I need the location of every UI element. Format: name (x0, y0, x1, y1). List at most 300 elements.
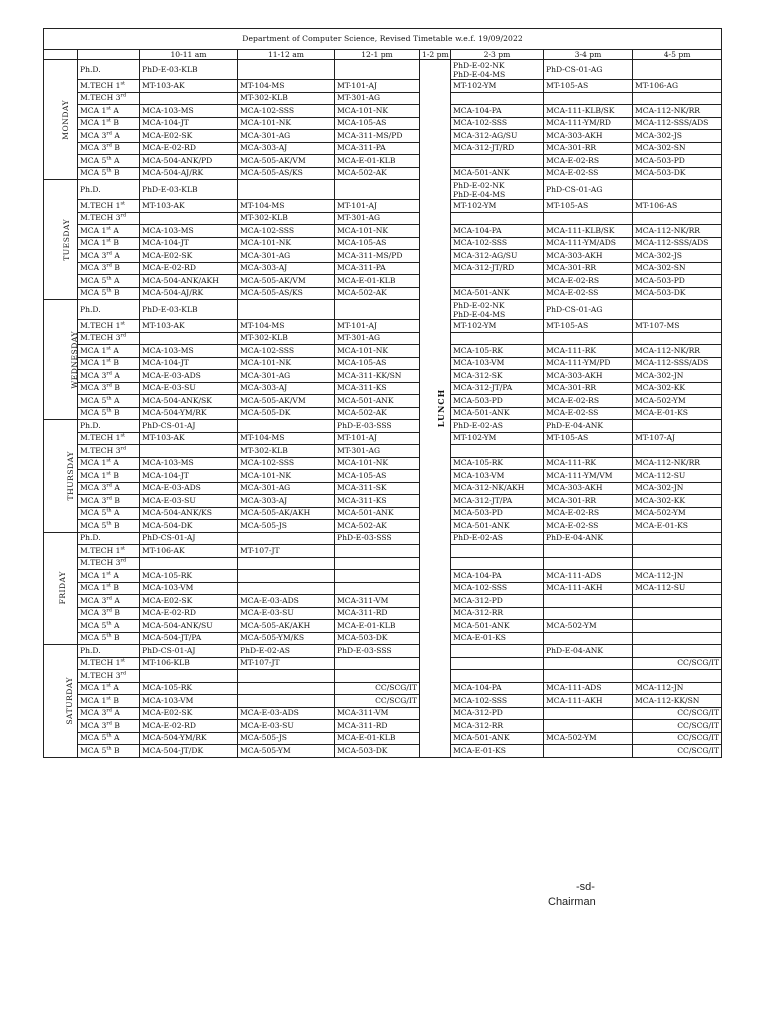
day-label: FRIDAY (57, 571, 67, 605)
program-ordinal: rd (106, 142, 112, 149)
slot-cell: MCA-505-AS/KS (238, 287, 335, 300)
program-ordinal: st (106, 225, 111, 232)
slot-cell: MCA-311-MS/PD (335, 130, 420, 143)
slot-cell (451, 445, 544, 458)
slot-cell: MCA-101-NK (335, 105, 420, 118)
slot-cell: MT-101-AJ (335, 200, 420, 213)
program-label (78, 470, 140, 483)
slot-cell: MCA-504-ANK/PD (140, 155, 238, 168)
program-label (78, 557, 140, 570)
program-ordinal: st (106, 470, 111, 477)
slot-cell: PhD-E-02-AS (451, 420, 544, 433)
slot-cell: MCA-311-MS/PD (335, 250, 420, 263)
header-slot: 11-12 am (238, 50, 335, 60)
program-name: M.TECH 1 (80, 545, 121, 555)
program-label (78, 745, 140, 758)
slot-cell: MCA-505-AK/AKH (238, 507, 335, 520)
slot-cell: PhD-CS-01-AJ (140, 532, 238, 545)
slot-cell: MCA-302-JS (633, 250, 722, 263)
slot-cell: MCA-302-SN (633, 142, 722, 155)
slot-cell: MCA-E02-SK (140, 707, 238, 720)
slot-cell: MCA-111-ADS (544, 682, 633, 695)
slot-cell: MCA-501-ANK (451, 167, 544, 180)
day-label-cell (44, 60, 78, 180)
slot-cell: MT-301-AG (335, 332, 420, 345)
slot-cell (544, 745, 633, 758)
lunch-column (420, 60, 451, 758)
table-row (44, 745, 722, 758)
slot-cell: MCA-104-PA (451, 570, 544, 583)
slot-cell (140, 670, 238, 683)
slot-cell: MT-103-AK (140, 432, 238, 445)
program-name: Ph.D. (80, 304, 101, 314)
slot-cell: MCA-312-AG/SU (451, 130, 544, 143)
slot-cell: MCA-503-PD (633, 155, 722, 168)
program-name: MCA 3 (80, 250, 107, 260)
slot-cell: MCA-505-YM (238, 745, 335, 758)
program-name: MCA 3 (80, 143, 107, 153)
program-section: B (111, 633, 120, 643)
slot-cell: PhD-CS-01-AG (544, 300, 633, 320)
program-label (78, 720, 140, 733)
slot-cell: MCA-505-JS (238, 520, 335, 533)
program-ordinal: rd (120, 557, 127, 564)
slot-cell: MCA-E-03-SU (238, 607, 335, 620)
program-name: M.TECH 3 (80, 93, 121, 103)
slot-cell: MCA-105-AS (335, 237, 420, 250)
program-ordinal: st (106, 682, 111, 689)
slot-cell: MCA-502-YM (544, 732, 633, 745)
slot-cell: MCA-501-ANK (335, 507, 420, 520)
program-ordinal: rd (106, 250, 112, 257)
program-ordinal: th (106, 155, 112, 162)
program-label (78, 180, 140, 200)
program-name: MCA 3 (80, 708, 107, 718)
program-name: MCA 1 (80, 118, 107, 128)
slot-cell: MCA-312-JT/PA (451, 382, 544, 395)
slot-cell: CC/SCG/IT (633, 745, 722, 758)
table-row (44, 320, 722, 333)
timetable (43, 28, 722, 758)
program-label (78, 357, 140, 370)
table-row (44, 370, 722, 383)
program-section: B (111, 143, 120, 153)
program-name: MCA 5 (80, 408, 107, 418)
slot-cell: MCA-111-YM/PD (544, 357, 633, 370)
program-ordinal: rd (120, 670, 127, 677)
table-row (44, 645, 722, 658)
slot-cell: MCA-501-ANK (451, 287, 544, 300)
table-row (44, 582, 722, 595)
program-ordinal: rd (106, 707, 112, 714)
program-name: MCA 1 (80, 458, 107, 468)
slot-cell: MT-302-KLB (238, 332, 335, 345)
slot-cell: MCA-E-01-KLB (335, 155, 420, 168)
slot-cell: MCA-112-NK/RR (633, 457, 722, 470)
table-row (44, 130, 722, 143)
slot-cell (335, 300, 420, 320)
slot-cell: MCA-E-03-SU (140, 382, 238, 395)
table-row (44, 92, 722, 105)
program-name: MCA 1 (80, 683, 107, 693)
table-row (44, 60, 722, 80)
slot-cell (544, 545, 633, 558)
slot-cell: MT-105-AS (544, 80, 633, 93)
slot-cell: MCA-505-AK/VM (238, 155, 335, 168)
slot-cell (451, 155, 544, 168)
table-row (44, 732, 722, 745)
program-label (78, 382, 140, 395)
program-section: A (110, 458, 119, 468)
slot-cell: MCA-504-ANK/AKH (140, 275, 238, 288)
slot-cell: MCA-103-MS (140, 457, 238, 470)
program-name: MCA 1 (80, 583, 107, 593)
program-ordinal: st (120, 320, 126, 327)
slot-cell: MCA-311-KK/SN (335, 370, 420, 383)
slot-cell: MCA-103-VM (140, 582, 238, 595)
program-section: B (111, 720, 120, 730)
slot-cell (633, 645, 722, 658)
program-section: A (111, 595, 120, 605)
signature-role: Chairman (548, 896, 596, 908)
program-ordinal: rd (106, 262, 112, 269)
slot-cell: MCA-112-NK/RR (633, 345, 722, 358)
slot-cell (140, 445, 238, 458)
signature-block (548, 880, 596, 910)
slot-cell (451, 645, 544, 658)
program-name: MCA 1 (80, 358, 107, 368)
slot-cell: MCA-111-YM/RD (544, 117, 633, 130)
program-ordinal: st (106, 345, 111, 352)
slot-cell: MT-301-AG (335, 92, 420, 105)
program-label (78, 237, 140, 250)
program-section: A (111, 483, 120, 493)
slot-cell: MCA-504-JT/DK (140, 745, 238, 758)
slot-cell: MCA-503-DK (633, 167, 722, 180)
program-name: MCA 1 (80, 238, 107, 248)
program-ordinal: rd (106, 482, 112, 489)
table-row (44, 670, 722, 683)
table-row (44, 495, 722, 508)
slot-cell: MT-106-AS (633, 200, 722, 213)
slot-cell: MCA-311-VM (335, 707, 420, 720)
slot-cell: MCA-504-ANK/KS (140, 507, 238, 520)
program-name: MCA 1 (80, 695, 107, 705)
table-row (44, 557, 722, 570)
slot-cell: MCA-E-01-KS (451, 632, 544, 645)
program-label (78, 620, 140, 633)
slot-cell (238, 682, 335, 695)
slot-text-line: PhD-E-02-NK (453, 180, 505, 190)
slot-cell: MCA-E02-SK (140, 250, 238, 263)
slot-cell: MCA-303-AJ (238, 262, 335, 275)
slot-cell: CC/SCG/IT (633, 720, 722, 733)
slot-cell: MCA-301-RR (544, 382, 633, 395)
slot-cell: MT-103-AK (140, 200, 238, 213)
program-section: B (111, 408, 120, 418)
slot-cell: MCA-312-NK/AKH (451, 482, 544, 495)
program-ordinal: st (120, 80, 126, 87)
slot-cell: MCA-301-RR (544, 142, 633, 155)
slot-text-line: PhD-E-04-MS (453, 309, 506, 319)
slot-cell: MCA-505-AK/VM (238, 275, 335, 288)
table-row (44, 155, 722, 168)
slot-cell: MCA-104-JT (140, 357, 238, 370)
table-row (44, 180, 722, 200)
program-section: A (110, 225, 119, 235)
slot-cell: MCA-102-SSS (451, 582, 544, 595)
program-name: MCA 5 (80, 620, 107, 630)
slot-cell (544, 632, 633, 645)
slot-cell (451, 60, 544, 80)
program-label (78, 507, 140, 520)
slot-cell: MT-106-KLB (140, 657, 238, 670)
slot-cell: MCA-112-JN (633, 682, 722, 695)
table-row (44, 595, 722, 608)
slot-cell (633, 420, 722, 433)
slot-cell: PhD-E-02-AS (451, 532, 544, 545)
slot-cell: MCA-E-01-KLB (335, 620, 420, 633)
slot-cell: MCA-105-AS (335, 117, 420, 130)
slot-cell: MT-107-JT (238, 545, 335, 558)
slot-cell (238, 582, 335, 595)
program-name: MCA 3 (80, 483, 107, 493)
slot-cell (451, 557, 544, 570)
program-section: A (111, 275, 120, 285)
slot-cell: MCA-505-DK (238, 407, 335, 420)
slot-cell: MT-302-KLB (238, 212, 335, 225)
table-row (44, 395, 722, 408)
program-ordinal: st (106, 582, 111, 589)
slot-cell: CC/SCG/IT (633, 732, 722, 745)
program-ordinal: rd (106, 595, 112, 602)
program-ordinal: th (106, 287, 112, 294)
program-ordinal: st (106, 695, 111, 702)
program-section: A (110, 570, 119, 580)
slot-cell (451, 332, 544, 345)
slot-cell: MCA-501-ANK (451, 407, 544, 420)
slot-cell: PhD-CS-01-AG (544, 60, 633, 80)
table-row (44, 507, 722, 520)
table-row (44, 212, 722, 225)
slot-cell (544, 657, 633, 670)
program-name: Ph.D. (80, 420, 101, 430)
slot-cell: MCA-102-SSS (238, 105, 335, 118)
slot-cell: MCA-112-SSS/ADS (633, 237, 722, 250)
program-label (78, 395, 140, 408)
program-label (78, 682, 140, 695)
slot-cell (633, 545, 722, 558)
slot-cell: MCA-111-KLB/SK (544, 105, 633, 118)
slot-cell (633, 607, 722, 620)
slot-cell: MCA-E-02-RS (544, 507, 633, 520)
slot-cell: MCA-302-JS (633, 130, 722, 143)
slot-cell (238, 570, 335, 583)
program-section: A (111, 620, 120, 630)
slot-cell: MCA-502-AK (335, 287, 420, 300)
slot-cell: MCA-104-PA (451, 682, 544, 695)
program-section: A (111, 708, 120, 718)
day-label-cell (44, 532, 78, 645)
slot-cell: MCA-312-PD (451, 707, 544, 720)
slot-cell: MCA-312-RR (451, 607, 544, 620)
program-name: MCA 1 (80, 225, 107, 235)
slot-cell: MCA-302-KK (633, 495, 722, 508)
slot-cell: MT-104-MS (238, 432, 335, 445)
program-section: A (111, 733, 120, 743)
table-row (44, 250, 722, 263)
program-label (78, 407, 140, 420)
program-section: A (111, 370, 120, 380)
table-row (44, 225, 722, 238)
program-ordinal: rd (120, 332, 127, 339)
program-label (78, 370, 140, 383)
slot-cell: PhD-CS-01-AJ (140, 645, 238, 658)
program-name: Ph.D. (80, 645, 101, 655)
signature-mark: -sd- (576, 881, 595, 893)
slot-cell: MCA-312-JT/RD (451, 262, 544, 275)
slot-cell: MCA-E-03-SU (238, 720, 335, 733)
program-ordinal: th (106, 395, 112, 402)
program-name: M.TECH 1 (80, 658, 121, 668)
slot-cell: MCA-502-AK (335, 407, 420, 420)
slot-cell: MCA-E-02-RD (140, 607, 238, 620)
slot-cell: PhD-CS-01-AG (544, 180, 633, 200)
slot-cell: MCA-103-MS (140, 105, 238, 118)
slot-cell: MCA-111-AKH (544, 695, 633, 708)
program-label (78, 225, 140, 238)
slot-cell (544, 212, 633, 225)
slot-cell: MCA-311-KS (335, 382, 420, 395)
program-section: B (111, 168, 120, 178)
slot-cell: MCA-503-DK (633, 287, 722, 300)
slot-cell: PhD-E-03-SSS (335, 645, 420, 658)
slot-cell: MCA-504-ANK/SK (140, 395, 238, 408)
table-row (44, 620, 722, 633)
slot-cell: MCA-E-02-RS (544, 275, 633, 288)
header-slot: 3-4 pm (544, 50, 633, 60)
slot-cell: MT-302-KLB (238, 445, 335, 458)
slot-cell: MCA-102-SSS (238, 345, 335, 358)
slot-cell (238, 532, 335, 545)
program-label (78, 545, 140, 558)
slot-cell: MCA-103-MS (140, 345, 238, 358)
program-ordinal: st (106, 457, 111, 464)
program-name: MCA 3 (80, 608, 107, 618)
program-name: MCA 3 (80, 595, 107, 605)
slot-cell: MCA-103-VM (451, 357, 544, 370)
slot-cell (335, 670, 420, 683)
slot-cell: MT-103-AK (140, 320, 238, 333)
slot-cell (140, 557, 238, 570)
program-ordinal: st (120, 432, 126, 439)
slot-cell: MT-103-AK (140, 80, 238, 93)
table-row (44, 695, 722, 708)
program-label (78, 420, 140, 433)
slot-cell: MCA-503-DK (335, 745, 420, 758)
program-ordinal: th (106, 745, 112, 752)
slot-cell: MT-102-YM (451, 432, 544, 445)
header-slot: 2-3 pm (451, 50, 544, 60)
program-name: Ph.D. (80, 533, 101, 543)
slot-text-line: PhD-E-04-MS (453, 69, 506, 79)
slot-cell (238, 557, 335, 570)
program-label (78, 320, 140, 333)
table-row (44, 382, 722, 395)
program-section: B (111, 608, 120, 618)
slot-cell: MCA-E-03-SU (140, 495, 238, 508)
program-name: MCA 5 (80, 745, 107, 755)
program-name: MCA 5 (80, 288, 107, 298)
slot-cell (451, 300, 544, 320)
program-label (78, 520, 140, 533)
slot-cell: MT-301-AG (335, 445, 420, 458)
slot-cell: MCA-E-03-ADS (140, 370, 238, 383)
slot-cell: MCA-112-SSS/ADS (633, 117, 722, 130)
slot-cell: MCA-301-RR (544, 495, 633, 508)
program-label (78, 92, 140, 105)
slot-cell: MCA-101-NK (335, 225, 420, 238)
slot-cell (633, 60, 722, 80)
program-ordinal: st (120, 545, 126, 552)
slot-cell: MCA-301-AG (238, 370, 335, 383)
table-row (44, 470, 722, 483)
program-ordinal: th (106, 620, 112, 627)
slot-text-line: PhD-E-04-MS (453, 189, 506, 199)
table-row (44, 482, 722, 495)
program-ordinal: st (106, 357, 111, 364)
table-row (44, 520, 722, 533)
program-label (78, 60, 140, 80)
program-name: MCA 1 (80, 570, 107, 580)
slot-cell: MCA-311-VM (335, 595, 420, 608)
slot-cell: MCA-311-KS (335, 495, 420, 508)
table-row (44, 445, 722, 458)
slot-cell: MCA-312-AG/SU (451, 250, 544, 263)
header-slot: 10-11 am (140, 50, 238, 60)
page-title: Department of Computer Science, Revised Timetable w.e.f. 19/09/2022 (44, 29, 722, 50)
program-label (78, 732, 140, 745)
day-label-cell (44, 180, 78, 300)
slot-cell: MCA-E-02-RD (140, 720, 238, 733)
slot-cell: MCA-505-AS/KS (238, 167, 335, 180)
program-ordinal: rd (106, 370, 112, 377)
program-section: B (111, 495, 120, 505)
program-label (78, 345, 140, 358)
slot-cell: MCA-112-SU (633, 582, 722, 595)
slot-cell: PhD-E-03-KLB (140, 300, 238, 320)
program-label (78, 670, 140, 683)
program-label (78, 287, 140, 300)
header-blank-day (44, 50, 78, 60)
slot-text-line: PhD-E-02-NK (453, 300, 505, 310)
slot-cell: MCA-112-KK/SN (633, 695, 722, 708)
program-section: B (110, 118, 119, 128)
slot-cell: MCA-505-AK/VM (238, 395, 335, 408)
program-label (78, 80, 140, 93)
slot-cell: MCA-502-AK (335, 520, 420, 533)
slot-cell: MCA-111-KLB/SK (544, 225, 633, 238)
slot-cell (140, 92, 238, 105)
slot-cell: MCA-105-RK (451, 457, 544, 470)
slot-cell: MCA-E-03-ADS (238, 707, 335, 720)
slot-cell: MCA-302-SN (633, 262, 722, 275)
table-row (44, 570, 722, 583)
slot-cell: MCA-303-AKH (544, 130, 633, 143)
table-row (44, 707, 722, 720)
program-section: A (111, 250, 120, 260)
program-ordinal: th (106, 632, 112, 639)
